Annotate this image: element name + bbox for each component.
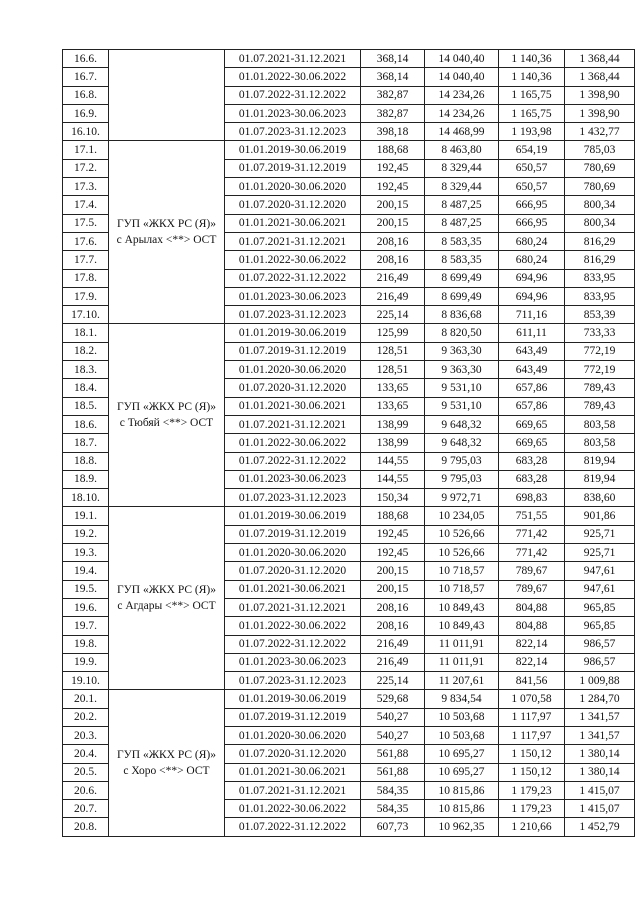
row-number-cell: 17.10. [63, 306, 109, 324]
value-col-3-cell: 643,49 [499, 342, 565, 360]
row-number-cell: 19.5. [63, 580, 109, 598]
value-col-2-cell: 14 040,40 [425, 68, 499, 86]
value-col-1-cell: 540,27 [361, 726, 425, 744]
value-col-4-cell: 819,94 [565, 470, 635, 488]
value-col-2-cell: 10 849,43 [425, 598, 499, 616]
value-col-3-cell: 711,16 [499, 306, 565, 324]
row-number-cell: 17.3. [63, 178, 109, 196]
period-cell: 01.07.2019-31.12.2019 [225, 525, 361, 543]
value-col-1-cell: 368,14 [361, 68, 425, 86]
row-number-cell: 18.3. [63, 361, 109, 379]
row-number-cell: 17.6. [63, 232, 109, 250]
row-number-cell: 17.7. [63, 251, 109, 269]
row-number-cell: 19.4. [63, 562, 109, 580]
value-col-4-cell: 1 398,90 [565, 104, 635, 122]
value-col-1-cell: 128,51 [361, 342, 425, 360]
value-col-4-cell: 780,69 [565, 159, 635, 177]
value-col-3-cell: 657,86 [499, 397, 565, 415]
value-col-3-cell: 669,65 [499, 415, 565, 433]
value-col-1-cell: 192,45 [361, 525, 425, 543]
value-col-3-cell: 680,24 [499, 251, 565, 269]
period-cell: 01.01.2021-30.06.2021 [225, 580, 361, 598]
period-cell: 01.07.2020-31.12.2020 [225, 562, 361, 580]
value-col-2-cell: 8 699,49 [425, 269, 499, 287]
value-col-1-cell: 368,14 [361, 50, 425, 68]
value-col-4-cell: 733,33 [565, 324, 635, 342]
period-cell: 01.07.2021-31.12.2021 [225, 781, 361, 799]
row-number-cell: 18.10. [63, 489, 109, 507]
row-number-cell: 18.6. [63, 415, 109, 433]
value-col-4-cell: 1 380,14 [565, 745, 635, 763]
value-col-1-cell: 150,34 [361, 489, 425, 507]
value-col-4-cell: 925,71 [565, 525, 635, 543]
period-cell: 01.07.2022-31.12.2022 [225, 452, 361, 470]
period-cell: 01.01.2022-30.06.2022 [225, 800, 361, 818]
value-col-4-cell: 1 368,44 [565, 68, 635, 86]
value-col-1-cell: 133,65 [361, 397, 425, 415]
organization-cell [109, 50, 225, 141]
row-number-cell: 17.5. [63, 214, 109, 232]
value-col-1-cell: 382,87 [361, 86, 425, 104]
value-col-2-cell: 8 583,35 [425, 251, 499, 269]
value-col-2-cell: 14 234,26 [425, 86, 499, 104]
value-col-4-cell: 833,95 [565, 269, 635, 287]
row-number-cell: 20.3. [63, 726, 109, 744]
value-col-3-cell: 1 117,97 [499, 726, 565, 744]
value-col-4-cell: 800,34 [565, 196, 635, 214]
value-col-3-cell: 683,28 [499, 470, 565, 488]
organization-name-line: ГУП «ЖКХ РС (Я)» [116, 401, 217, 414]
value-col-2-cell: 9 363,30 [425, 361, 499, 379]
value-col-3-cell: 694,96 [499, 269, 565, 287]
value-col-3-cell: 1 070,58 [499, 690, 565, 708]
value-col-4-cell: 1 380,14 [565, 763, 635, 781]
value-col-4-cell: 1 341,57 [565, 726, 635, 744]
value-col-2-cell: 8 487,25 [425, 196, 499, 214]
value-col-4-cell: 1 284,70 [565, 690, 635, 708]
value-col-1-cell: 216,49 [361, 287, 425, 305]
period-cell: 01.07.2022-31.12.2022 [225, 635, 361, 653]
value-col-2-cell: 9 648,32 [425, 415, 499, 433]
value-col-1-cell: 125,99 [361, 324, 425, 342]
value-col-3-cell: 1 150,12 [499, 745, 565, 763]
value-col-4-cell: 785,03 [565, 141, 635, 159]
organization-name-line: ГУП «ЖКХ РС (Я)» [116, 218, 217, 231]
period-cell: 01.01.2022-30.06.2022 [225, 68, 361, 86]
table-row [63, 324, 635, 342]
value-col-2-cell: 10 718,57 [425, 562, 499, 580]
value-col-1-cell: 529,68 [361, 690, 425, 708]
value-col-2-cell: 8 836,68 [425, 306, 499, 324]
value-col-1-cell: 192,45 [361, 159, 425, 177]
row-number-cell: 20.4. [63, 745, 109, 763]
value-col-1-cell: 200,15 [361, 214, 425, 232]
value-col-1-cell: 200,15 [361, 580, 425, 598]
row-number-cell: 18.9. [63, 470, 109, 488]
period-cell: 01.07.2022-31.12.2022 [225, 269, 361, 287]
value-col-4-cell: 1 432,77 [565, 123, 635, 141]
value-col-3-cell: 698,83 [499, 489, 565, 507]
value-col-1-cell: 138,99 [361, 434, 425, 452]
value-col-2-cell: 9 363,30 [425, 342, 499, 360]
value-col-2-cell: 8 487,25 [425, 214, 499, 232]
period-cell: 01.07.2019-31.12.2019 [225, 159, 361, 177]
row-number-cell: 16.10. [63, 123, 109, 141]
period-cell: 01.01.2022-30.06.2022 [225, 434, 361, 452]
row-number-cell: 20.5. [63, 763, 109, 781]
row-number-cell: 19.7. [63, 617, 109, 635]
value-col-4-cell: 986,57 [565, 653, 635, 671]
value-col-4-cell: 965,85 [565, 617, 635, 635]
value-col-1-cell: 144,55 [361, 452, 425, 470]
value-col-1-cell: 133,65 [361, 379, 425, 397]
value-col-3-cell: 1 165,75 [499, 86, 565, 104]
value-col-3-cell: 654,19 [499, 141, 565, 159]
value-col-3-cell: 611,11 [499, 324, 565, 342]
value-col-1-cell: 561,88 [361, 745, 425, 763]
value-col-2-cell: 9 531,10 [425, 379, 499, 397]
organization-name-line: с Хоро <**> ОСТ [123, 765, 210, 778]
value-col-4-cell: 838,60 [565, 489, 635, 507]
row-number-cell: 20.1. [63, 690, 109, 708]
value-col-3-cell: 1 193,98 [499, 123, 565, 141]
row-number-cell: 20.6. [63, 781, 109, 799]
row-number-cell: 16.9. [63, 104, 109, 122]
value-col-4-cell: 816,29 [565, 232, 635, 250]
value-col-1-cell: 208,16 [361, 598, 425, 616]
row-number-cell: 18.2. [63, 342, 109, 360]
row-number-cell: 18.8. [63, 452, 109, 470]
value-col-2-cell: 9 648,32 [425, 434, 499, 452]
value-col-1-cell: 225,14 [361, 672, 425, 690]
organization-cell [109, 690, 225, 836]
value-col-4-cell: 901,86 [565, 507, 635, 525]
value-col-4-cell: 819,94 [565, 452, 635, 470]
value-col-4-cell: 1 368,44 [565, 50, 635, 68]
table-row [63, 50, 635, 68]
value-col-4-cell: 1 415,07 [565, 800, 635, 818]
value-col-4-cell: 780,69 [565, 178, 635, 196]
period-cell: 01.07.2020-31.12.2020 [225, 196, 361, 214]
value-col-3-cell: 841,56 [499, 672, 565, 690]
row-number-cell: 18.4. [63, 379, 109, 397]
value-col-1-cell: 208,16 [361, 232, 425, 250]
value-col-1-cell: 561,88 [361, 763, 425, 781]
value-col-3-cell: 822,14 [499, 653, 565, 671]
value-col-3-cell: 751,55 [499, 507, 565, 525]
value-col-1-cell: 540,27 [361, 708, 425, 726]
value-col-1-cell: 188,68 [361, 507, 425, 525]
value-col-2-cell: 9 795,03 [425, 452, 499, 470]
period-cell: 01.01.2019-30.06.2019 [225, 324, 361, 342]
value-col-4-cell: 1 398,90 [565, 86, 635, 104]
value-col-1-cell: 200,15 [361, 562, 425, 580]
value-col-3-cell: 1 210,66 [499, 818, 565, 836]
organization-name-line: с Агдары <**> ОСТ [117, 600, 216, 613]
value-col-2-cell: 8 699,49 [425, 287, 499, 305]
row-number-cell: 19.1. [63, 507, 109, 525]
value-col-1-cell: 188,68 [361, 141, 425, 159]
row-number-cell: 18.5. [63, 397, 109, 415]
value-col-2-cell: 10 234,05 [425, 507, 499, 525]
period-cell: 01.07.2023-31.12.2023 [225, 672, 361, 690]
period-cell: 01.07.2019-31.12.2019 [225, 342, 361, 360]
value-col-2-cell: 10 695,27 [425, 745, 499, 763]
row-number-cell: 16.6. [63, 50, 109, 68]
value-col-1-cell: 200,15 [361, 196, 425, 214]
period-cell: 01.07.2021-31.12.2021 [225, 50, 361, 68]
value-col-3-cell: 789,67 [499, 562, 565, 580]
row-number-cell: 16.7. [63, 68, 109, 86]
value-col-1-cell: 225,14 [361, 306, 425, 324]
value-col-3-cell: 1 179,23 [499, 800, 565, 818]
value-col-4-cell: 833,95 [565, 287, 635, 305]
value-col-3-cell: 1 150,12 [499, 763, 565, 781]
value-col-2-cell: 10 695,27 [425, 763, 499, 781]
value-col-4-cell: 947,61 [565, 580, 635, 598]
period-cell: 01.01.2019-30.06.2019 [225, 507, 361, 525]
value-col-3-cell: 643,49 [499, 361, 565, 379]
value-col-3-cell: 650,57 [499, 159, 565, 177]
row-number-cell: 19.3. [63, 544, 109, 562]
period-cell: 01.01.2019-30.06.2019 [225, 690, 361, 708]
value-col-3-cell: 822,14 [499, 635, 565, 653]
value-col-4-cell: 816,29 [565, 251, 635, 269]
row-number-cell: 17.2. [63, 159, 109, 177]
value-col-2-cell: 10 962,35 [425, 818, 499, 836]
value-col-1-cell: 584,35 [361, 800, 425, 818]
period-cell: 01.01.2021-30.06.2021 [225, 214, 361, 232]
row-number-cell: 19.8. [63, 635, 109, 653]
period-cell: 01.01.2021-30.06.2021 [225, 397, 361, 415]
value-col-3-cell: 666,95 [499, 214, 565, 232]
value-col-3-cell: 804,88 [499, 617, 565, 635]
value-col-2-cell: 11 207,61 [425, 672, 499, 690]
row-number-cell: 19.2. [63, 525, 109, 543]
period-cell: 01.01.2020-30.06.2020 [225, 361, 361, 379]
value-col-2-cell: 14 234,26 [425, 104, 499, 122]
value-col-4-cell: 986,57 [565, 635, 635, 653]
row-number-cell: 19.6. [63, 598, 109, 616]
row-number-cell: 17.8. [63, 269, 109, 287]
value-col-4-cell: 947,61 [565, 562, 635, 580]
organization-cell [109, 324, 225, 507]
value-col-2-cell: 8 463,80 [425, 141, 499, 159]
value-col-3-cell: 694,96 [499, 287, 565, 305]
period-cell: 01.01.2022-30.06.2022 [225, 251, 361, 269]
value-col-1-cell: 208,16 [361, 617, 425, 635]
value-col-2-cell: 10 718,57 [425, 580, 499, 598]
value-col-2-cell: 9 531,10 [425, 397, 499, 415]
value-col-3-cell: 1 140,36 [499, 50, 565, 68]
value-col-1-cell: 144,55 [361, 470, 425, 488]
period-cell: 01.07.2023-31.12.2023 [225, 306, 361, 324]
value-col-3-cell: 1 140,36 [499, 68, 565, 86]
period-cell: 01.01.2020-30.06.2020 [225, 726, 361, 744]
period-cell: 01.01.2022-30.06.2022 [225, 617, 361, 635]
value-col-1-cell: 398,18 [361, 123, 425, 141]
value-col-2-cell: 9 834,54 [425, 690, 499, 708]
organization-cell [109, 507, 225, 690]
period-cell: 01.01.2019-30.06.2019 [225, 141, 361, 159]
period-cell: 01.07.2019-31.12.2019 [225, 708, 361, 726]
row-number-cell: 19.9. [63, 653, 109, 671]
table-row [63, 141, 635, 159]
value-col-4-cell: 772,19 [565, 342, 635, 360]
value-col-3-cell: 1 179,23 [499, 781, 565, 799]
period-cell: 01.01.2023-30.06.2023 [225, 104, 361, 122]
period-cell: 01.07.2021-31.12.2021 [225, 232, 361, 250]
value-col-2-cell: 10 815,86 [425, 800, 499, 818]
row-number-cell: 20.2. [63, 708, 109, 726]
row-number-cell: 17.9. [63, 287, 109, 305]
value-col-3-cell: 804,88 [499, 598, 565, 616]
value-col-2-cell: 11 011,91 [425, 653, 499, 671]
value-col-4-cell: 800,34 [565, 214, 635, 232]
value-col-2-cell: 8 583,35 [425, 232, 499, 250]
value-col-1-cell: 382,87 [361, 104, 425, 122]
value-col-4-cell: 803,58 [565, 434, 635, 452]
value-col-4-cell: 772,19 [565, 361, 635, 379]
value-col-2-cell: 14 040,40 [425, 50, 499, 68]
period-cell: 01.07.2020-31.12.2020 [225, 745, 361, 763]
value-col-2-cell: 10 526,66 [425, 525, 499, 543]
value-col-2-cell: 10 849,43 [425, 617, 499, 635]
row-number-cell: 17.1. [63, 141, 109, 159]
value-col-3-cell: 650,57 [499, 178, 565, 196]
value-col-2-cell: 10 503,68 [425, 708, 499, 726]
value-col-2-cell: 8 329,44 [425, 159, 499, 177]
value-col-3-cell: 683,28 [499, 452, 565, 470]
value-col-3-cell: 680,24 [499, 232, 565, 250]
value-col-2-cell: 8 329,44 [425, 178, 499, 196]
period-cell: 01.07.2021-31.12.2021 [225, 415, 361, 433]
organization-name-line: с Тюбяй <**> ОСТ [119, 417, 214, 430]
value-col-3-cell: 1 117,97 [499, 708, 565, 726]
value-col-1-cell: 584,35 [361, 781, 425, 799]
organization-cell [109, 141, 225, 324]
organization-name-line: ГУП «ЖКХ РС (Я)» [116, 584, 217, 597]
value-col-4-cell: 965,85 [565, 598, 635, 616]
value-col-2-cell: 9 972,71 [425, 489, 499, 507]
value-col-1-cell: 607,73 [361, 818, 425, 836]
value-col-2-cell: 10 503,68 [425, 726, 499, 744]
row-number-cell: 20.7. [63, 800, 109, 818]
period-cell: 01.07.2023-31.12.2023 [225, 489, 361, 507]
period-cell: 01.01.2020-30.06.2020 [225, 544, 361, 562]
period-cell: 01.01.2023-30.06.2023 [225, 470, 361, 488]
value-col-3-cell: 771,42 [499, 544, 565, 562]
value-col-4-cell: 853,39 [565, 306, 635, 324]
row-number-cell: 17.4. [63, 196, 109, 214]
value-col-1-cell: 138,99 [361, 415, 425, 433]
organization-name-line: ГУП «ЖКХ РС (Я)» [116, 749, 217, 762]
row-number-cell: 19.10. [63, 672, 109, 690]
value-col-2-cell: 10 815,86 [425, 781, 499, 799]
table-row [63, 507, 635, 525]
row-number-cell: 20.8. [63, 818, 109, 836]
value-col-2-cell: 9 795,03 [425, 470, 499, 488]
value-col-4-cell: 789,43 [565, 397, 635, 415]
value-col-1-cell: 216,49 [361, 653, 425, 671]
value-col-1-cell: 128,51 [361, 361, 425, 379]
value-col-1-cell: 216,49 [361, 269, 425, 287]
tariff-table-body [63, 50, 635, 837]
value-col-4-cell: 1 341,57 [565, 708, 635, 726]
period-cell: 01.07.2022-31.12.2022 [225, 818, 361, 836]
table-row [63, 690, 635, 708]
value-col-1-cell: 216,49 [361, 635, 425, 653]
row-number-cell: 18.1. [63, 324, 109, 342]
value-col-4-cell: 803,58 [565, 415, 635, 433]
value-col-1-cell: 192,45 [361, 544, 425, 562]
row-number-cell: 16.8. [63, 86, 109, 104]
value-col-3-cell: 789,67 [499, 580, 565, 598]
tariff-table [62, 49, 635, 837]
period-cell: 01.01.2023-30.06.2023 [225, 653, 361, 671]
period-cell: 01.07.2020-31.12.2020 [225, 379, 361, 397]
period-cell: 01.07.2021-31.12.2021 [225, 598, 361, 616]
value-col-1-cell: 208,16 [361, 251, 425, 269]
value-col-2-cell: 11 011,91 [425, 635, 499, 653]
value-col-3-cell: 1 165,75 [499, 104, 565, 122]
value-col-4-cell: 1 415,07 [565, 781, 635, 799]
row-number-cell: 18.7. [63, 434, 109, 452]
period-cell: 01.01.2020-30.06.2020 [225, 178, 361, 196]
value-col-2-cell: 8 820,50 [425, 324, 499, 342]
value-col-2-cell: 14 468,99 [425, 123, 499, 141]
value-col-4-cell: 789,43 [565, 379, 635, 397]
organization-name-line: с Арылах <**> ОСТ [116, 234, 217, 247]
value-col-3-cell: 666,95 [499, 196, 565, 214]
period-cell: 01.07.2022-31.12.2022 [225, 86, 361, 104]
value-col-3-cell: 771,42 [499, 525, 565, 543]
value-col-4-cell: 1 452,79 [565, 818, 635, 836]
period-cell: 01.01.2023-30.06.2023 [225, 287, 361, 305]
value-col-4-cell: 925,71 [565, 544, 635, 562]
period-cell: 01.07.2023-31.12.2023 [225, 123, 361, 141]
period-cell: 01.01.2021-30.06.2021 [225, 763, 361, 781]
value-col-3-cell: 669,65 [499, 434, 565, 452]
value-col-4-cell: 1 009,88 [565, 672, 635, 690]
value-col-3-cell: 657,86 [499, 379, 565, 397]
value-col-2-cell: 10 526,66 [425, 544, 499, 562]
value-col-1-cell: 192,45 [361, 178, 425, 196]
